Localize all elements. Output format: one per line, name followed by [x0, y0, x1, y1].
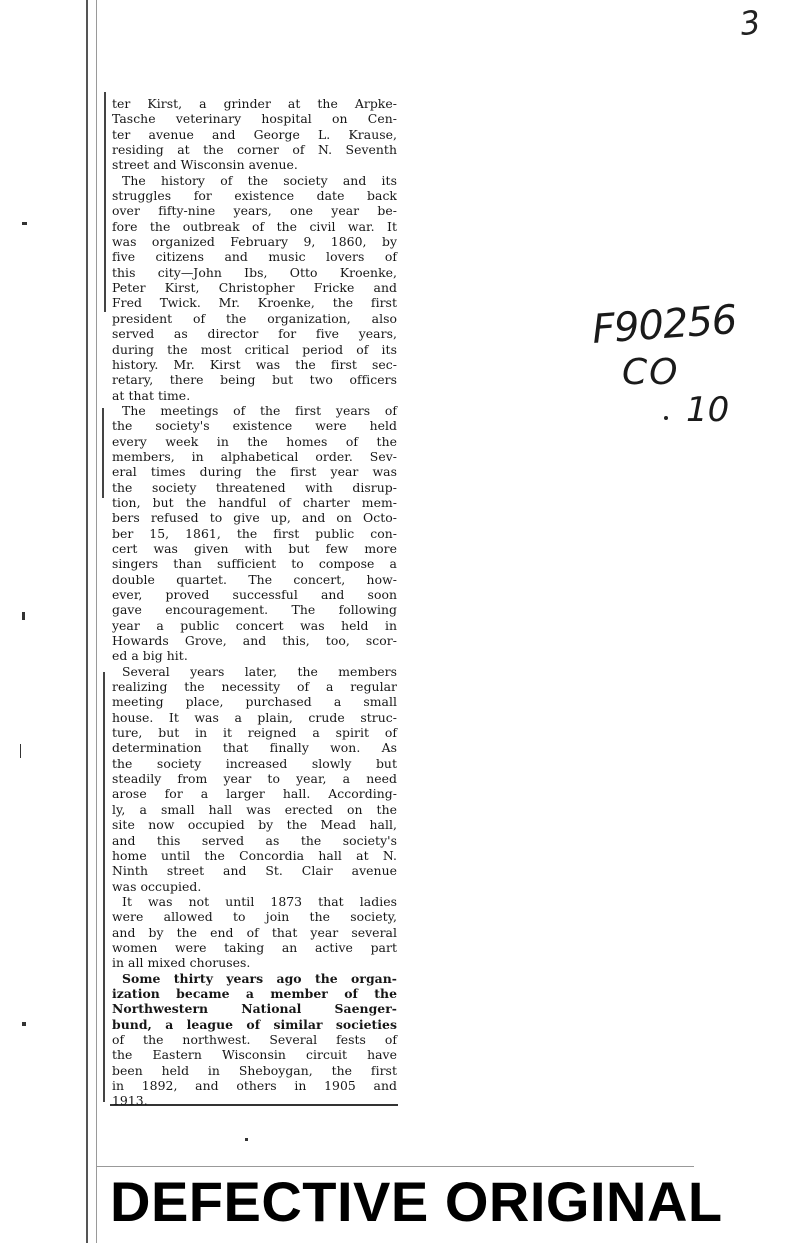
clipping-edge-middle — [102, 408, 104, 498]
article-line: struggles for existence date back — [112, 188, 397, 204]
article-line: street and Wisconsin avenue. — [112, 157, 298, 173]
handwritten-number: 10 — [686, 390, 730, 430]
article-line: site now occupied by the Mead hall, — [112, 817, 397, 833]
article-line: home until the Concordia hall at N. — [112, 847, 397, 863]
article-line: arose for a larger hall. According- — [112, 786, 397, 802]
article-line: the society's existence were held — [112, 418, 397, 434]
article-line: over fifty-nine years, one year be- — [112, 203, 397, 219]
article-line: steadily from year to year, a need — [112, 771, 397, 787]
article-line: the society increased slowly but — [112, 755, 397, 771]
article-line: women were taking an active part — [112, 939, 397, 955]
article-line: been held in Sheboygan, the first — [112, 1062, 397, 1078]
article-line: fore the outbreak of the civil war. It — [112, 218, 397, 234]
article-line: determination that finally won. As — [112, 740, 397, 756]
article-line: ed a big hit. — [112, 648, 188, 664]
article-line: this city—John Ibs, Otto Kroenke, — [112, 264, 397, 280]
article-line: cert was given with but few more — [112, 540, 397, 556]
article-line: bers refused to give up, and on Octo- — [112, 510, 397, 526]
article-line: year a public concert was held in — [112, 617, 397, 633]
article-line: and this served as the society's — [112, 832, 397, 848]
article-line: Peter Kirst, Christopher Fricke and — [112, 280, 397, 296]
article-line: during the most critical period of its — [112, 341, 397, 357]
article-line: singers than sufficient to compose a — [112, 556, 397, 572]
article-line: Some thirty years ago the organ- — [122, 970, 397, 986]
article-line: tion, but the handful of charter mem- — [112, 494, 397, 510]
article-line: at that time. — [112, 387, 191, 403]
article-line: president of the organization, also — [112, 310, 397, 326]
article-line: served as director for five years, — [112, 326, 397, 342]
article-line: the society threatened with disrup- — [112, 479, 397, 495]
article-line: every week in the homes of the — [112, 433, 397, 449]
article-line: Howards Grove, and this, too, scor- — [112, 633, 397, 649]
scan-speck — [22, 612, 25, 620]
article-line: of the northwest. Several fests of — [112, 1031, 397, 1047]
scan-speck — [20, 744, 21, 758]
article-line: and by the end of that year several — [112, 924, 397, 940]
article-line: ever, proved successful and soon — [112, 587, 397, 602]
article-line: Northwestern National Saenger- — [112, 1001, 397, 1017]
clipping-edge-lower — [103, 672, 105, 1102]
scan-speck — [22, 1022, 26, 1026]
article-line: The history of the society and its — [122, 172, 397, 188]
article-line: history. Mr. Kirst was the first sec- — [112, 356, 397, 372]
article-line: ization became a member of the — [112, 985, 397, 1001]
article-line: house. It was a plain, crude struc- — [112, 709, 397, 725]
article-line: in all mixed choruses. — [112, 955, 251, 971]
article-line: five citizens and music lovers of — [112, 249, 397, 265]
article-line: Fred Twick. Mr. Kroenke, the first — [112, 295, 397, 311]
handwritten-co: CO — [622, 352, 680, 393]
article-line: bund, a league of similar societies — [112, 1016, 397, 1032]
article-line: was occupied. — [112, 878, 202, 894]
page-fold-shadow — [96, 0, 97, 1243]
article-line: Tasche veterinary hospital on Cen- — [112, 111, 397, 127]
handwritten-code: F90256 — [590, 297, 738, 353]
article-line: The meetings of the first years of — [122, 402, 397, 418]
clipping-edge-upper — [104, 92, 106, 312]
article-line: the Eastern Wisconsin circuit have — [112, 1047, 397, 1063]
article-line: eral times during the first year was — [112, 464, 397, 480]
article-line: ber 15, 1861, the first public con- — [112, 525, 397, 541]
article-line: 1913. — [112, 1093, 148, 1109]
article-line: Several years later, the members — [122, 663, 397, 679]
scan-speck — [245, 1138, 248, 1141]
article-line: meeting place, purchased a small — [112, 694, 397, 710]
article-text — [112, 96, 397, 1109]
article-line: double quartet. The concert, how- — [112, 571, 397, 587]
article-line: ter Kirst, a grinder at the Arpke- — [112, 96, 397, 111]
handwritten-dot — [664, 416, 668, 420]
scan-speck — [22, 222, 27, 225]
article-line: in 1892, and others in 1905 and — [112, 1078, 397, 1093]
page-fold-line — [86, 0, 88, 1243]
article-line: gave encouragement. The following — [112, 602, 397, 618]
defective-original-stamp: DEFECTIVE ORIGINAL — [110, 1170, 723, 1233]
article-line: realizing the necessity of a regular — [112, 679, 397, 695]
page-number: 3 — [737, 2, 763, 44]
article-line: Ninth street and St. Clair avenue — [112, 863, 397, 879]
article-line: It was not until 1873 that ladies — [122, 893, 397, 909]
article-line: ly, a small hall was erected on the — [112, 801, 397, 817]
article-line: retary, there being but two officers — [112, 372, 397, 388]
article-line: ture, but in it reigned a spirit of — [112, 725, 397, 741]
article-line: residing at the corner of N. Seventh — [112, 142, 397, 158]
article-line: were allowed to join the society, — [112, 909, 397, 925]
article-line: ter avenue and George L. Krause, — [112, 126, 397, 142]
article-line: was organized February 9, 1860, by — [112, 234, 397, 250]
article-line: members, in alphabetical order. Sev- — [112, 448, 397, 464]
